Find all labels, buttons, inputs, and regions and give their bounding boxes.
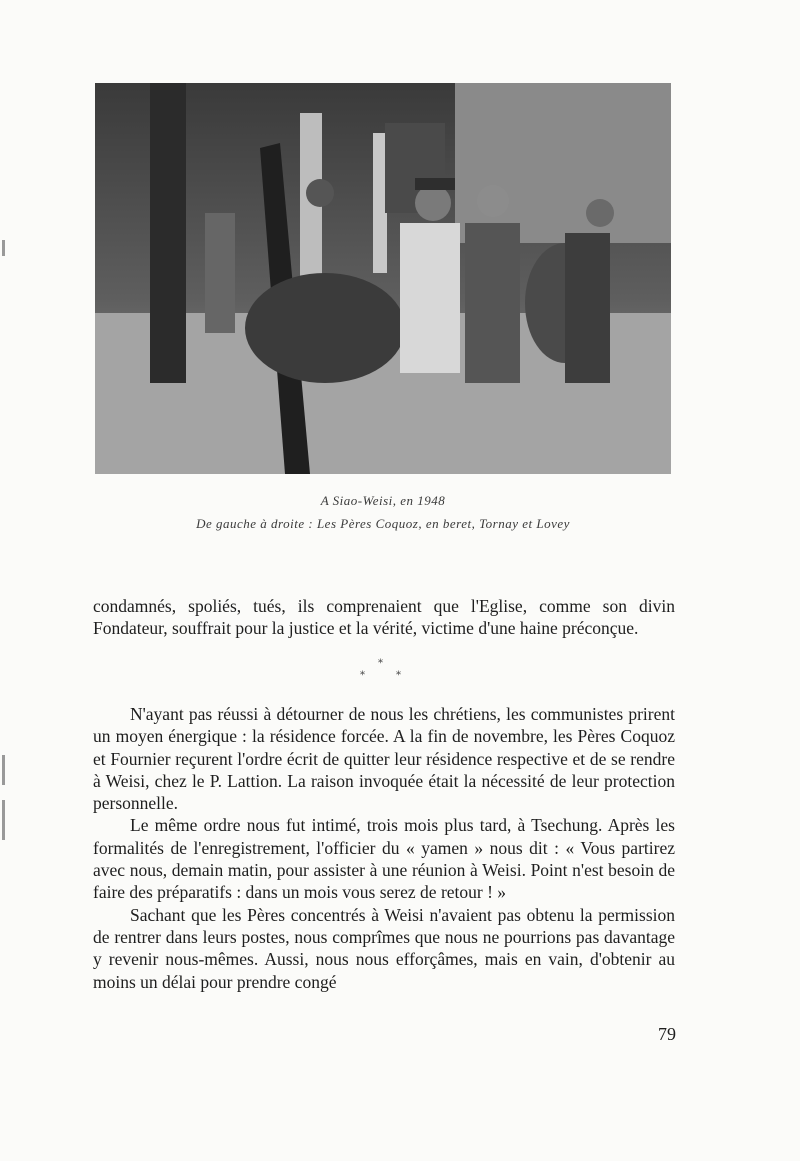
section-separator bbox=[340, 658, 420, 686]
page-number: 79 bbox=[658, 1024, 676, 1044]
separator-star: * bbox=[378, 658, 383, 669]
paragraph-3: Le même ordre nous fut intimé, trois mois plus tard, à Tsechung. Après les formalités de l'enregistrement, l'officier du « yamen » nous dit : « Vous partirez avec nous, demain matin, pour assister à une réunion à Weisi. Point n'est besoin de faire des préparatifs : dans un mois vous serez de retour ! » bbox=[93, 815, 675, 903]
paragraph-4: Sachant que les Pères concentrés à Weisi n'avaient pas obtenu la permission de rentrer dans leurs postes, nous comprîmes que nous ne pourrions pas davantage y revenir nous-mêmes. Aussi, nous nous efforçâmes, mais en vain, d'obtenir au moins un délai pour prendre congé bbox=[93, 904, 675, 992]
historical-photograph bbox=[95, 83, 671, 474]
text-block-top bbox=[93, 595, 675, 640]
photograph-image bbox=[95, 83, 671, 474]
photo-caption-line2: De gauche à droite : Les Pères Coquoz, en beret, Tornay et Lovey bbox=[196, 516, 570, 531]
text-block-main bbox=[93, 703, 675, 993]
separator-star: * bbox=[396, 670, 401, 681]
paragraph-1: condamnés, spoliés, tués, ils comprenaient que l'Eglise, comme son divin Fondateur, souffrait pour la justice et la vérité, victime d'une haine préconçue. bbox=[93, 596, 675, 639]
scan-margin-mark bbox=[2, 755, 5, 785]
scan-margin-mark bbox=[2, 800, 5, 840]
paragraph-2: N'ayant pas réussi à détourner de nous les chrétiens, les communistes prirent un moyen énergique : la résidence forcée. A la fin de novembre, les Pères Coquoz et Fournier reçurent l'ordre écrit de quitter leur résidence respective et de se rendre à Weisi, chez le P. Lattion. La raison invoquée était la nécessité de leur protection personnelle. bbox=[93, 704, 675, 814]
photo-caption-line1: A Siao-Weisi, en 1948 bbox=[320, 493, 446, 508]
scan-margin-mark bbox=[2, 240, 5, 256]
separator-star: * bbox=[360, 670, 365, 681]
